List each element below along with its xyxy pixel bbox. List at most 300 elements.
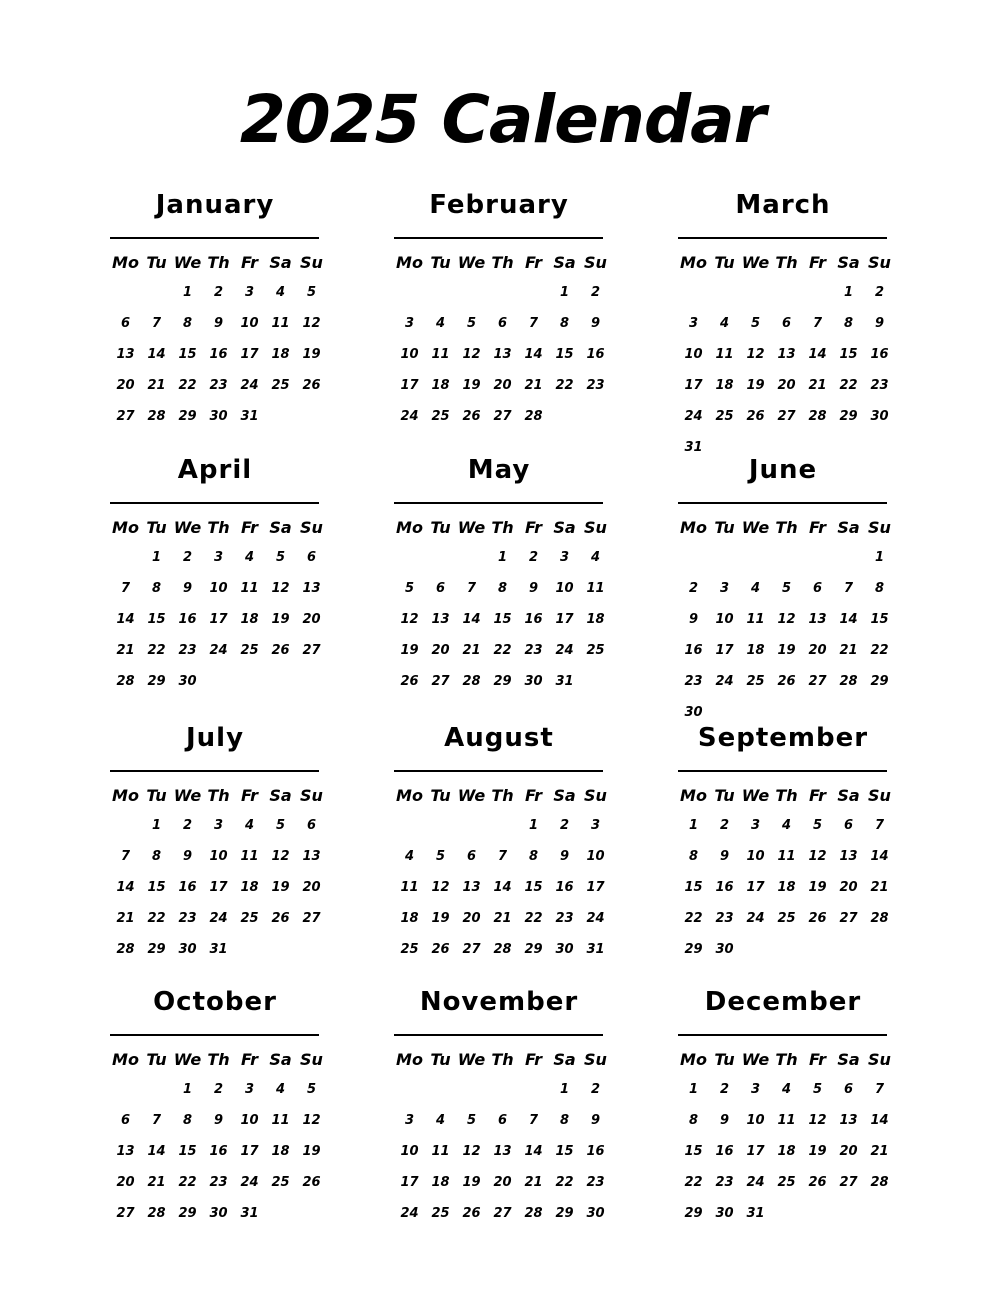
day-cell: 10 [746, 849, 765, 864]
day-cell: 1 [497, 550, 508, 565]
day-cell: 3 [404, 316, 415, 331]
day-cell: 4 [244, 550, 255, 565]
day-cell: 8 [182, 1113, 193, 1128]
day-cell: 10 [400, 347, 419, 362]
day-cell: 16 [715, 1144, 734, 1159]
day-cell: 24 [240, 1175, 259, 1190]
weekday-header: Fr [240, 253, 259, 272]
day-cell: 18 [271, 1144, 290, 1159]
day-cell: 3 [404, 1113, 415, 1128]
day-cell: 29 [839, 409, 858, 424]
weekday-header: Mo [396, 253, 423, 272]
day-cell: 10 [209, 581, 228, 596]
day-cell: 14 [524, 347, 543, 362]
weekday-header: Mo [680, 518, 707, 537]
day-cell: 30 [178, 942, 197, 957]
day-cell: 19 [400, 643, 419, 658]
weekday-header: Tu [714, 253, 735, 272]
day-cell: 28 [147, 409, 166, 424]
day-cell: 20 [839, 880, 858, 895]
day-cell: 24 [715, 674, 734, 689]
weekday-header: Fr [524, 786, 543, 805]
day-cell: 13 [116, 347, 135, 362]
day-cell: 13 [116, 1144, 135, 1159]
day-cell: 25 [777, 1175, 796, 1190]
day-cell: 24 [400, 1206, 419, 1221]
day-cell: 29 [147, 942, 166, 957]
month-november [394, 987, 624, 1249]
weekday-header: Mo [680, 1050, 707, 1069]
day-cell: 13 [462, 880, 481, 895]
weekday-header: We [457, 253, 486, 272]
day-cell: 10 [240, 1113, 259, 1128]
day-cell: 13 [777, 347, 796, 362]
day-cell: 15 [839, 347, 858, 362]
day-cell: 16 [209, 1144, 228, 1159]
month-august [394, 723, 624, 985]
day-cell: 15 [493, 612, 512, 627]
day-cell: 3 [590, 818, 601, 833]
day-cell: 30 [586, 1206, 605, 1221]
day-cell: 20 [431, 643, 450, 658]
day-cell: 20 [493, 378, 512, 393]
day-cell: 3 [213, 818, 224, 833]
day-cell: 13 [302, 849, 321, 864]
weekday-header: Th [775, 1050, 798, 1069]
day-cell: 12 [462, 1144, 481, 1159]
weekday-header: Th [207, 1050, 230, 1069]
day-cell: 17 [586, 880, 605, 895]
day-cell: 7 [151, 1113, 162, 1128]
day-cell: 11 [240, 849, 259, 864]
day-cell: 22 [684, 1175, 703, 1190]
day-cell: 30 [715, 1206, 734, 1221]
day-cell: 3 [244, 285, 255, 300]
weekday-header: We [457, 786, 486, 805]
month-september [678, 723, 908, 985]
weekday-header: Sa [553, 253, 576, 272]
day-cell: 28 [493, 942, 512, 957]
day-cell: 12 [302, 316, 321, 331]
day-cell: 31 [586, 942, 605, 957]
day-cell: 26 [746, 409, 765, 424]
month-divider [678, 502, 887, 504]
month-name: March [735, 190, 831, 220]
day-cell: 19 [271, 612, 290, 627]
day-cell: 12 [746, 347, 765, 362]
day-cell: 26 [271, 643, 290, 658]
day-cell: 13 [808, 612, 827, 627]
day-cell: 20 [777, 378, 796, 393]
day-cell: 3 [750, 818, 761, 833]
day-cell: 21 [808, 378, 827, 393]
weekday-header: We [741, 253, 770, 272]
day-cell: 11 [777, 1113, 796, 1128]
day-cell: 2 [719, 818, 730, 833]
day-cell: 12 [271, 849, 290, 864]
day-cell: 27 [493, 409, 512, 424]
weekday-header: Su [300, 253, 323, 272]
day-cell: 30 [715, 942, 734, 957]
day-cell: 25 [240, 643, 259, 658]
day-cell: 28 [524, 1206, 543, 1221]
month-july [110, 723, 340, 985]
day-cell: 29 [524, 942, 543, 957]
day-cell: 6 [497, 316, 508, 331]
day-cell: 28 [808, 409, 827, 424]
day-cell: 21 [147, 1175, 166, 1190]
day-cell: 10 [555, 581, 574, 596]
month-december [678, 987, 908, 1249]
day-cell: 26 [271, 911, 290, 926]
weekday-header: Tu [430, 1050, 451, 1069]
weekday-header: Tu [146, 1050, 167, 1069]
day-cell: 3 [244, 1082, 255, 1097]
day-cell: 22 [493, 643, 512, 658]
weekday-header: Mo [112, 1050, 139, 1069]
day-cell: 29 [493, 674, 512, 689]
day-cell: 11 [586, 581, 605, 596]
month-divider [678, 1034, 887, 1036]
day-cell: 14 [116, 612, 135, 627]
weekday-header: We [741, 786, 770, 805]
day-cell: 17 [400, 1175, 419, 1190]
day-cell: 21 [493, 911, 512, 926]
day-cell: 27 [462, 942, 481, 957]
day-cell: 20 [302, 880, 321, 895]
weekday-header: Tu [430, 518, 451, 537]
day-cell: 17 [209, 880, 228, 895]
month-name: May [467, 455, 531, 485]
day-cell: 19 [271, 880, 290, 895]
day-cell: 24 [746, 911, 765, 926]
day-cell: 9 [688, 612, 699, 627]
day-cell: 7 [120, 849, 131, 864]
day-cell: 18 [400, 911, 419, 926]
day-cell: 6 [843, 1082, 854, 1097]
day-cell: 2 [213, 1082, 224, 1097]
weekday-header: Tu [146, 253, 167, 272]
day-cell: 11 [431, 347, 450, 362]
day-cell: 1 [182, 1082, 193, 1097]
day-cell: 14 [870, 1113, 889, 1128]
day-cell: 17 [684, 378, 703, 393]
weekday-header: Su [584, 253, 607, 272]
day-cell: 3 [719, 581, 730, 596]
day-cell: 19 [462, 378, 481, 393]
day-cell: 10 [715, 612, 734, 627]
day-cell: 16 [870, 347, 889, 362]
day-cell: 4 [590, 550, 601, 565]
day-cell: 11 [746, 612, 765, 627]
day-cell: 12 [431, 880, 450, 895]
day-cell: 14 [147, 1144, 166, 1159]
weekday-header: Mo [396, 518, 423, 537]
day-cell: 16 [586, 1144, 605, 1159]
day-cell: 10 [240, 316, 259, 331]
weekday-header: Sa [837, 786, 860, 805]
day-cell: 17 [209, 612, 228, 627]
day-cell: 31 [555, 674, 574, 689]
weekday-header: Tu [714, 518, 735, 537]
day-cell: 15 [147, 612, 166, 627]
day-cell: 4 [781, 1082, 792, 1097]
month-name: December [704, 987, 862, 1017]
day-cell: 25 [777, 911, 796, 926]
day-cell: 5 [781, 581, 792, 596]
day-cell: 20 [116, 378, 135, 393]
day-cell: 23 [870, 378, 889, 393]
day-cell: 2 [719, 1082, 730, 1097]
weekday-header: Sa [269, 786, 292, 805]
weekday-header: We [173, 786, 202, 805]
weekday-header: Tu [430, 253, 451, 272]
day-cell: 25 [240, 911, 259, 926]
month-name: June [748, 455, 818, 485]
day-cell: 8 [688, 849, 699, 864]
weekday-header: Fr [808, 518, 827, 537]
weekday-header: We [173, 518, 202, 537]
day-cell: 13 [493, 1144, 512, 1159]
day-cell: 4 [435, 316, 446, 331]
day-cell: 25 [271, 378, 290, 393]
day-cell: 21 [870, 1144, 889, 1159]
day-cell: 24 [555, 643, 574, 658]
day-cell: 25 [746, 674, 765, 689]
page-title: 2025 Calendar [239, 81, 766, 158]
day-cell: 18 [271, 347, 290, 362]
day-cell: 15 [870, 612, 889, 627]
day-cell: 8 [843, 316, 854, 331]
day-cell: 4 [719, 316, 730, 331]
day-cell: 28 [870, 911, 889, 926]
day-cell: 1 [843, 285, 854, 300]
day-cell: 4 [435, 1113, 446, 1128]
day-cell: 7 [874, 1082, 885, 1097]
weekday-header: Th [207, 786, 230, 805]
weekday-header: Fr [808, 253, 827, 272]
weekday-header: We [173, 1050, 202, 1069]
day-cell: 26 [302, 1175, 321, 1190]
day-cell: 20 [462, 911, 481, 926]
day-cell: 12 [271, 581, 290, 596]
day-cell: 4 [750, 581, 761, 596]
day-cell: 20 [302, 612, 321, 627]
weekday-header: Su [868, 518, 891, 537]
day-cell: 13 [493, 347, 512, 362]
day-cell: 8 [151, 581, 162, 596]
day-cell: 22 [870, 643, 889, 658]
day-cell: 15 [555, 1144, 574, 1159]
day-cell: 24 [400, 409, 419, 424]
weekday-header: Th [491, 786, 514, 805]
day-cell: 6 [120, 1113, 131, 1128]
day-cell: 11 [240, 581, 259, 596]
day-cell: 5 [306, 1082, 317, 1097]
day-cell: 23 [209, 378, 228, 393]
day-cell: 21 [524, 378, 543, 393]
month-name: October [153, 987, 277, 1017]
day-cell: 30 [684, 705, 703, 720]
day-cell: 16 [209, 347, 228, 362]
weekday-header: Sa [553, 1050, 576, 1069]
day-cell: 23 [586, 1175, 605, 1190]
day-cell: 28 [462, 674, 481, 689]
day-cell: 1 [874, 550, 885, 565]
day-cell: 7 [497, 849, 508, 864]
day-cell: 28 [116, 674, 135, 689]
weekday-header: Su [868, 786, 891, 805]
day-cell: 11 [271, 316, 290, 331]
day-cell: 28 [870, 1175, 889, 1190]
weekday-header: Mo [112, 786, 139, 805]
day-cell: 27 [431, 674, 450, 689]
month-name: November [419, 987, 579, 1017]
month-divider [110, 237, 319, 239]
day-cell: 26 [808, 911, 827, 926]
day-cell: 29 [870, 674, 889, 689]
day-cell: 1 [559, 285, 570, 300]
day-cell: 25 [400, 942, 419, 957]
weekday-header: We [457, 518, 486, 537]
day-cell: 24 [746, 1175, 765, 1190]
day-cell: 30 [870, 409, 889, 424]
day-cell: 12 [462, 347, 481, 362]
day-cell: 29 [178, 409, 197, 424]
month-february [394, 190, 624, 452]
day-cell: 6 [306, 818, 317, 833]
day-cell: 15 [555, 347, 574, 362]
day-cell: 5 [275, 818, 286, 833]
day-cell: 2 [874, 285, 885, 300]
day-cell: 16 [586, 347, 605, 362]
day-cell: 7 [812, 316, 823, 331]
day-cell: 21 [462, 643, 481, 658]
day-cell: 9 [874, 316, 885, 331]
day-cell: 14 [839, 612, 858, 627]
day-cell: 29 [178, 1206, 197, 1221]
day-cell: 27 [302, 911, 321, 926]
weekday-header: Sa [553, 786, 576, 805]
day-cell: 1 [688, 818, 699, 833]
day-cell: 5 [404, 581, 415, 596]
day-cell: 21 [524, 1175, 543, 1190]
day-cell: 30 [178, 674, 197, 689]
day-cell: 25 [271, 1175, 290, 1190]
weekday-header: Sa [837, 253, 860, 272]
day-cell: 28 [116, 942, 135, 957]
day-cell: 22 [178, 1175, 197, 1190]
day-cell: 23 [209, 1175, 228, 1190]
day-cell: 23 [684, 674, 703, 689]
day-cell: 7 [120, 581, 131, 596]
weekday-header: Th [491, 253, 514, 272]
day-cell: 12 [808, 849, 827, 864]
day-cell: 1 [151, 818, 162, 833]
day-cell: 15 [178, 347, 197, 362]
month-june [678, 455, 908, 720]
day-cell: 3 [213, 550, 224, 565]
day-cell: 19 [462, 1175, 481, 1190]
weekday-header: Th [775, 518, 798, 537]
day-cell: 25 [431, 1206, 450, 1221]
day-cell: 21 [116, 911, 135, 926]
day-cell: 30 [555, 942, 574, 957]
day-cell: 31 [684, 440, 703, 455]
day-cell: 10 [746, 1113, 765, 1128]
day-cell: 9 [213, 1113, 224, 1128]
day-cell: 12 [777, 612, 796, 627]
weekday-header: Fr [808, 1050, 827, 1069]
day-cell: 24 [209, 911, 228, 926]
weekday-header: Su [300, 518, 323, 537]
weekday-header: Th [207, 518, 230, 537]
day-cell: 27 [493, 1206, 512, 1221]
day-cell: 7 [874, 818, 885, 833]
day-cell: 19 [431, 911, 450, 926]
day-cell: 15 [147, 880, 166, 895]
day-cell: 7 [528, 316, 539, 331]
day-cell: 2 [528, 550, 539, 565]
day-cell: 20 [116, 1175, 135, 1190]
day-cell: 22 [147, 643, 166, 658]
day-cell: 1 [151, 550, 162, 565]
day-cell: 11 [715, 347, 734, 362]
day-cell: 29 [684, 942, 703, 957]
day-cell: 22 [555, 378, 574, 393]
day-cell: 8 [528, 849, 539, 864]
day-cell: 5 [275, 550, 286, 565]
day-cell: 21 [839, 643, 858, 658]
day-cell: 26 [302, 378, 321, 393]
day-cell: 18 [586, 612, 605, 627]
day-cell: 8 [151, 849, 162, 864]
day-cell: 20 [839, 1144, 858, 1159]
day-cell: 19 [302, 1144, 321, 1159]
day-cell: 16 [178, 612, 197, 627]
day-cell: 9 [590, 316, 601, 331]
day-cell: 25 [715, 409, 734, 424]
day-cell: 9 [213, 316, 224, 331]
month-divider [394, 1034, 603, 1036]
month-name: January [155, 190, 275, 220]
weekday-header: Fr [240, 1050, 259, 1069]
weekday-header: Sa [269, 253, 292, 272]
day-cell: 28 [524, 409, 543, 424]
day-cell: 30 [524, 674, 543, 689]
day-cell: 14 [462, 612, 481, 627]
month-divider [678, 237, 887, 239]
day-cell: 15 [684, 1144, 703, 1159]
day-cell: 5 [466, 316, 477, 331]
day-cell: 11 [431, 1144, 450, 1159]
weekday-header: We [741, 518, 770, 537]
weekday-header: Fr [524, 1050, 543, 1069]
day-cell: 3 [688, 316, 699, 331]
weekday-header: We [173, 253, 202, 272]
day-cell: 8 [688, 1113, 699, 1128]
day-cell: 14 [524, 1144, 543, 1159]
day-cell: 26 [462, 1206, 481, 1221]
day-cell: 26 [400, 674, 419, 689]
month-may [394, 455, 624, 717]
day-cell: 7 [466, 581, 477, 596]
weekday-header: Fr [240, 786, 259, 805]
day-cell: 19 [808, 1144, 827, 1159]
day-cell: 6 [466, 849, 477, 864]
day-cell: 8 [874, 581, 885, 596]
weekday-header: Su [300, 1050, 323, 1069]
